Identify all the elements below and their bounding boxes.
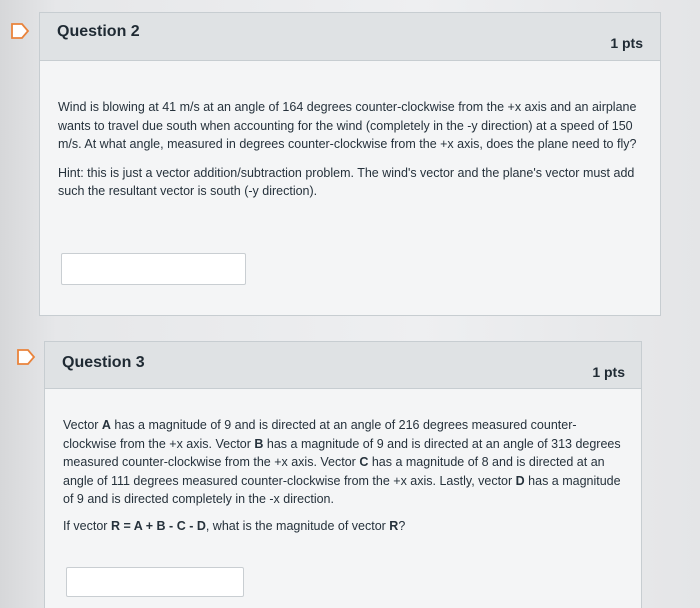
question-2-header xyxy=(40,13,660,61)
question-3-text xyxy=(63,416,625,535)
question-2-hint: Hint: this is just a vector addition/subtraction problem. The wind's vector and the plane's vector must add such the resultant vector is south (-y direction). xyxy=(58,165,635,198)
question-2-flag-icon[interactable] xyxy=(9,22,31,40)
question-2-title: Question 2 xyxy=(57,23,140,40)
question-2-answer-input[interactable] xyxy=(61,253,246,285)
vector-a-label: A xyxy=(101,418,111,432)
question-2-points: 1 pts xyxy=(610,35,643,51)
vector-d-label: D xyxy=(515,473,525,488)
question-3-prompt: Vector A has a magnitude of 9 and is directed at an angle of 216 degrees measured counter-clockwise from the +x axis. Vector B has a magnitude of 9 and is directed at an angle of 313 degrees measured counter-clockwise from the +x axis. Vector C has a magnitude of 8 and is directed at an angle of 111 degrees measured counter-clockwise from the +x axis. Lastly, vector D has a magnitude of 9 and is directed completely in the -x direction. xyxy=(63,418,621,506)
question-3-ask: If vector R = A + B - C - D, what is the magnitude of vector R? xyxy=(63,518,406,533)
question-2-text xyxy=(58,98,638,201)
question-2-card xyxy=(39,12,661,316)
vector-c-label: C xyxy=(359,455,369,469)
question-3-header xyxy=(45,342,641,389)
vector-b-label: B xyxy=(254,436,264,451)
question-3-answer-input[interactable] xyxy=(66,567,244,597)
vector-r-label: R xyxy=(389,518,399,533)
vector-equation: R = A + B - C - D xyxy=(110,518,206,533)
question-2-prompt: Wind is blowing at 41 m/s at an angle of 164 degrees counter-clockwise from the +x axis and an airplane wants to travel due south when accounting for the wind (completely in the -y direction) at a speed of 150 m/s. At what angle, measured in degrees counter-clockwise from the +x axis, does the plane need to fly? xyxy=(58,100,637,151)
question-3-card xyxy=(44,341,642,608)
question-3-points: 1 pts xyxy=(592,364,625,380)
question-3-title: Question 3 xyxy=(62,354,145,371)
question-3-flag-icon[interactable] xyxy=(15,348,37,366)
